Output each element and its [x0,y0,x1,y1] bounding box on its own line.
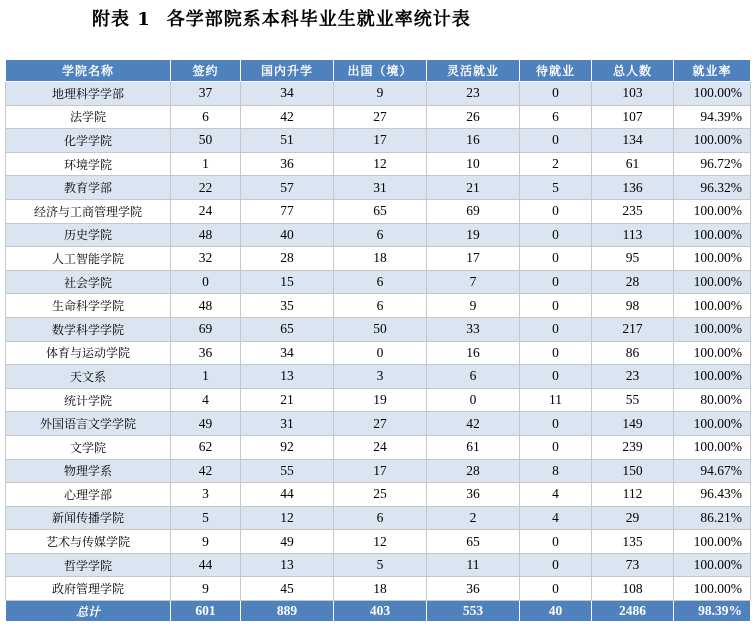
table-cell: 6 [334,294,427,318]
table-cell: 49 [171,412,241,436]
table-cell: 51 [241,129,334,153]
table-cell: 7 [427,270,520,294]
table-cell: 112 [592,483,674,507]
table-cell: 100.00% [674,530,751,554]
table-cell: 6 [171,105,241,129]
table-cell: 23 [592,365,674,389]
table-cell: 0 [520,223,592,247]
table-cell: 9 [334,82,427,106]
column-header: 就业率 [674,60,751,82]
table-cell: 37 [171,82,241,106]
table-cell: 100.00% [674,317,751,341]
table-cell: 5 [171,506,241,530]
total-cell: 553 [427,601,520,622]
table-cell: 34 [241,82,334,106]
table-cell: 0 [520,435,592,459]
table-row [6,294,751,318]
table-cell: 12 [334,152,427,176]
table-cell: 0 [334,341,427,365]
table-cell: 61 [592,152,674,176]
table-row [6,152,751,176]
table-cell: 92 [241,435,334,459]
table-cell: 6 [334,223,427,247]
table-cell: 0 [520,294,592,318]
table-cell: 35 [241,294,334,318]
table-cell: 6 [334,270,427,294]
table-row [6,506,751,530]
table-cell: 18 [334,577,427,601]
table-cell: 149 [592,412,674,436]
table-cell: 36 [171,341,241,365]
table-cell: 1 [171,152,241,176]
table-cell: 100.00% [674,435,751,459]
table-cell: 235 [592,199,674,223]
table-cell: 28 [241,247,334,271]
table-row [6,129,751,153]
table-cell: 13 [241,365,334,389]
total-label: 总计 [6,601,171,622]
table-cell: 5 [334,553,427,577]
column-header: 出国（境） [334,60,427,82]
table-cell: 6 [427,365,520,389]
table-cell: 100.00% [674,247,751,271]
table-cell: 11 [427,553,520,577]
table-cell: 100.00% [674,577,751,601]
table-cell: 62 [171,435,241,459]
table-cell: 17 [334,459,427,483]
table-cell: 28 [592,270,674,294]
table-cell: 36 [427,577,520,601]
table-row [6,483,751,507]
college-name-cell: 生命科学学院 [6,294,171,318]
table-cell: 22 [171,176,241,200]
table-cell: 80.00% [674,388,751,412]
title-prefix: 附表 1 [92,9,151,30]
table-row [6,105,751,129]
table-cell: 13 [241,553,334,577]
table-cell: 3 [171,483,241,507]
column-header: 学院名称 [6,60,171,82]
table-cell: 2 [427,506,520,530]
table-row [6,459,751,483]
table-row [6,270,751,294]
table-row [6,247,751,271]
college-name-cell: 经济与工商管理学院 [6,199,171,223]
table-row [6,530,751,554]
table-cell: 0 [171,270,241,294]
table-cell: 11 [520,388,592,412]
table-cell: 16 [427,129,520,153]
table-cell: 36 [427,483,520,507]
table-cell: 40 [241,223,334,247]
table-cell: 65 [241,317,334,341]
table-cell: 55 [241,459,334,483]
table-cell: 48 [171,294,241,318]
college-name-cell: 社会学院 [6,270,171,294]
college-name-cell: 地理科学学部 [6,82,171,106]
table-cell: 217 [592,317,674,341]
table-cell: 17 [334,129,427,153]
table-cell: 17 [427,247,520,271]
table-cell: 55 [592,388,674,412]
college-name-cell: 外国语言文学学院 [6,412,171,436]
page-title [92,6,471,34]
college-name-cell: 天文系 [6,365,171,389]
college-name-cell: 数学科学学院 [6,317,171,341]
table-cell: 27 [334,105,427,129]
total-cell: 403 [334,601,427,622]
college-name-cell: 化学学院 [6,129,171,153]
table-cell: 42 [427,412,520,436]
table-cell: 42 [241,105,334,129]
table-cell: 0 [520,553,592,577]
table-cell: 9 [427,294,520,318]
table-cell: 100.00% [674,82,751,106]
college-name-cell: 历史学院 [6,223,171,247]
table-row [6,412,751,436]
college-name-cell: 人工智能学院 [6,247,171,271]
table-row [6,577,751,601]
table-cell: 49 [241,530,334,554]
table-cell: 15 [241,270,334,294]
college-name-cell: 哲学学院 [6,553,171,577]
total-cell: 40 [520,601,592,622]
table-cell: 27 [334,412,427,436]
table-cell: 44 [241,483,334,507]
table-cell: 48 [171,223,241,247]
column-header: 签约 [171,60,241,82]
college-name-cell: 艺术与传媒学院 [6,530,171,554]
table-cell: 100.00% [674,270,751,294]
table-cell: 0 [520,199,592,223]
table-row [6,388,751,412]
table-cell: 4 [520,483,592,507]
table-cell: 28 [427,459,520,483]
table-cell: 77 [241,199,334,223]
table-cell: 12 [334,530,427,554]
table-row [6,199,751,223]
table-cell: 50 [171,129,241,153]
table-cell: 86.21% [674,506,751,530]
table-cell: 19 [427,223,520,247]
table-cell: 69 [427,199,520,223]
table-cell: 0 [520,341,592,365]
table-cell: 31 [241,412,334,436]
table-cell: 3 [334,365,427,389]
table-cell: 33 [427,317,520,341]
table-cell: 42 [171,459,241,483]
table-cell: 0 [520,247,592,271]
table-cell: 100.00% [674,365,751,389]
table-cell: 103 [592,82,674,106]
table-cell: 6 [520,105,592,129]
total-row [6,601,751,622]
table-cell: 96.72% [674,152,751,176]
column-header: 待就业 [520,60,592,82]
table-cell: 0 [520,530,592,554]
table-cell: 136 [592,176,674,200]
table-cell: 108 [592,577,674,601]
table-cell: 32 [171,247,241,271]
table-cell: 6 [334,506,427,530]
college-name-cell: 心理学部 [6,483,171,507]
table-cell: 100.00% [674,294,751,318]
table-cell: 21 [241,388,334,412]
table-cell: 86 [592,341,674,365]
table-cell: 5 [520,176,592,200]
table-cell: 0 [520,412,592,436]
header-row [6,60,751,82]
table-cell: 134 [592,129,674,153]
table-row [6,365,751,389]
table-cell: 21 [427,176,520,200]
table-row [6,553,751,577]
column-header: 国内升学 [241,60,334,82]
table-row [6,317,751,341]
table-cell: 50 [334,317,427,341]
table-cell: 150 [592,459,674,483]
college-name-cell: 新闻传播学院 [6,506,171,530]
table-row [6,82,751,106]
college-name-cell: 统计学院 [6,388,171,412]
table-cell: 44 [171,553,241,577]
table-row [6,435,751,459]
table-cell: 0 [520,270,592,294]
table-cell: 95 [592,247,674,271]
table-cell: 45 [241,577,334,601]
table-row [6,223,751,247]
table-cell: 65 [427,530,520,554]
table-cell: 69 [171,317,241,341]
table-cell: 135 [592,530,674,554]
table-cell: 100.00% [674,412,751,436]
table-cell: 98 [592,294,674,318]
column-header: 灵活就业 [427,60,520,82]
table-cell: 0 [520,577,592,601]
table-cell: 73 [592,553,674,577]
table-cell: 29 [592,506,674,530]
table-cell: 0 [520,82,592,106]
college-name-cell: 体育与运动学院 [6,341,171,365]
table-cell: 96.32% [674,176,751,200]
table-cell: 2 [520,152,592,176]
college-name-cell: 教育学部 [6,176,171,200]
college-name-cell: 环境学院 [6,152,171,176]
total-cell: 889 [241,601,334,622]
table-cell: 100.00% [674,129,751,153]
total-cell: 601 [171,601,241,622]
table-cell: 61 [427,435,520,459]
table-cell: 0 [520,317,592,341]
table-row [6,341,751,365]
table-cell: 100.00% [674,341,751,365]
college-name-cell: 物理学系 [6,459,171,483]
table-cell: 4 [171,388,241,412]
table-cell: 19 [334,388,427,412]
table-cell: 18 [334,247,427,271]
table-cell: 36 [241,152,334,176]
table-cell: 0 [520,365,592,389]
table-cell: 26 [427,105,520,129]
table-cell: 239 [592,435,674,459]
table-cell: 1 [171,365,241,389]
college-name-cell: 文学院 [6,435,171,459]
table-cell: 31 [334,176,427,200]
table-cell: 57 [241,176,334,200]
table-cell: 8 [520,459,592,483]
table-cell: 94.39% [674,105,751,129]
table-cell: 0 [520,129,592,153]
table-cell: 24 [334,435,427,459]
column-header: 总人数 [592,60,674,82]
table-cell: 16 [427,341,520,365]
table-cell: 4 [520,506,592,530]
title-text: 各学部院系本科毕业生就业率统计表 [166,9,471,30]
total-cell: 98.39% [674,601,751,622]
table-cell: 25 [334,483,427,507]
table-cell: 9 [171,577,241,601]
table-cell: 96.43% [674,483,751,507]
table-cell: 107 [592,105,674,129]
table-cell: 34 [241,341,334,365]
table-cell: 10 [427,152,520,176]
table-cell: 113 [592,223,674,247]
table-cell: 100.00% [674,553,751,577]
table-cell: 23 [427,82,520,106]
table-cell: 94.67% [674,459,751,483]
employment-table [5,59,751,622]
table-cell: 9 [171,530,241,554]
table-cell: 12 [241,506,334,530]
total-cell: 2486 [592,601,674,622]
college-name-cell: 法学院 [6,105,171,129]
table-cell: 65 [334,199,427,223]
table-cell: 100.00% [674,223,751,247]
table-cell: 0 [427,388,520,412]
college-name-cell: 政府管理学院 [6,577,171,601]
table-row [6,176,751,200]
table-cell: 24 [171,199,241,223]
table-cell: 100.00% [674,199,751,223]
